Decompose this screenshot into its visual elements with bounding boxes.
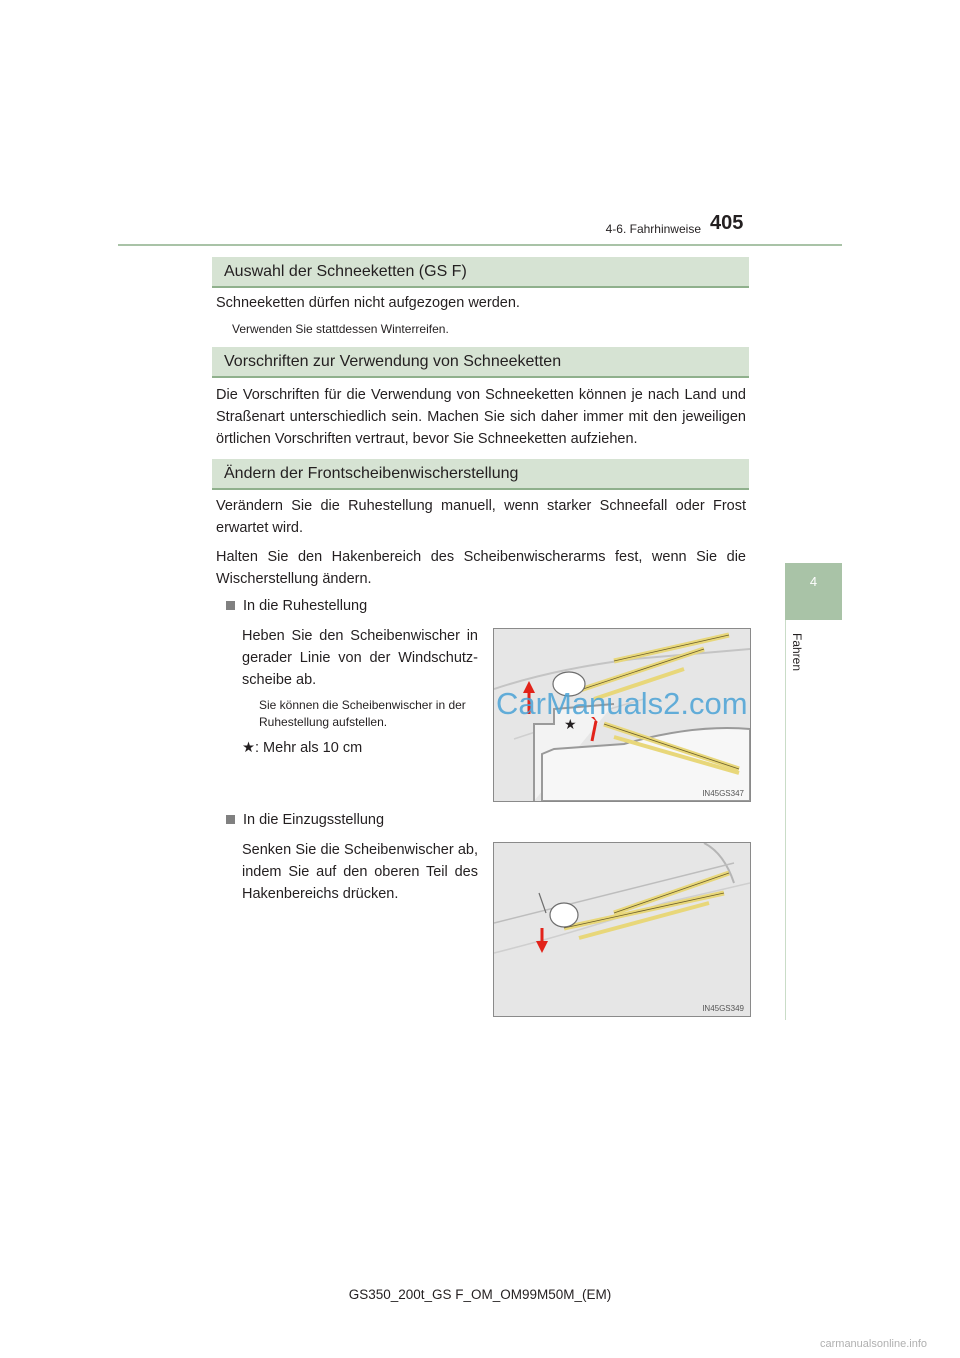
chapter-tab — [785, 563, 842, 620]
chapter-number: 4 — [809, 574, 818, 589]
page-number: 405 — [710, 212, 744, 234]
chapter-strip — [785, 620, 843, 1020]
running-header: 4-6. Fahrhinweise — [605, 222, 701, 236]
step-note-stand-up: Sie können die Scheibenwischer in der Ruhestellung aufstellen. — [259, 698, 466, 729]
paragraph-hold-hook-area: Halten Sie den Hakenbereich des Scheibenwischerarms fest, wenn Sie die Wischerstellung ändern. — [216, 549, 746, 587]
paragraph-change-rest-position: Verändern Sie die Ruhestellung manuell, wenn starker Schneefall oder Frost erwartet wird. — [216, 498, 746, 536]
star-icon: ★ — [242, 740, 255, 756]
section-title-chain-regulations: Vorschriften zur Verwendung von Schneeketten — [224, 353, 562, 370]
footer-document-code: GS350_200t_GS F_OM_OM99M50M_(EM) — [348, 1287, 612, 1302]
star-note-text: : Mehr als 10 cm — [255, 740, 363, 756]
watermark-carmanualsonline: carmanualsonline.info — [820, 1338, 928, 1350]
section-title-wiper-position: Ändern der Frontscheibenwischerstellung — [224, 465, 519, 482]
wiper-lowered-illustration — [494, 843, 750, 1016]
star-note — [242, 737, 478, 759]
svg-text:★: ★ — [564, 717, 577, 733]
step-heading-rest-position — [226, 598, 367, 614]
step-text-lift-wiper: Heben Sie den Scheibenwischer in gerader Linie von der Windschutz-scheibe ab. — [242, 628, 478, 688]
step-text-lower-wiper: Senken Sie die Scheibenwischer ab, indem Sie auf den oberen Teil des Hakenbereichs drücken. — [242, 842, 478, 902]
paragraph-no-chains: Schneeketten dürfen nicht aufgezogen werden. — [216, 295, 520, 311]
paragraph-chain-regulations: Die Vorschriften für die Verwendung von Schneeketten können je nach Land und Straßenart unterschiedlich sein. Machen Sie sich daher immer mit den jeweiligen örtlichen Vorschriften vertraut, bevor Sie Schneeketten aufziehen. — [216, 387, 746, 447]
header-divider — [118, 244, 842, 246]
square-bullet-icon — [226, 601, 235, 610]
step-heading-label: In die Einzugsstellung — [243, 812, 385, 828]
square-bullet-icon — [226, 815, 235, 824]
watermark-carmanuals2: CarManuals2.com — [496, 686, 748, 721]
note-winter-tyres: Verwenden Sie stattdessen Winterreifen. — [232, 322, 449, 336]
figure-code: IN45GS347 — [702, 789, 744, 798]
step-heading-retract-position — [226, 812, 384, 828]
figure-code: IN45GS349 — [702, 1004, 744, 1013]
figure-wiper-lowered — [493, 842, 751, 1017]
chapter-label: Fahren — [790, 633, 804, 672]
step-heading-label: In die Ruhestellung — [243, 598, 368, 614]
section-title-snow-chain-choice: Auswahl der Schneeketten (GS F) — [224, 263, 467, 280]
